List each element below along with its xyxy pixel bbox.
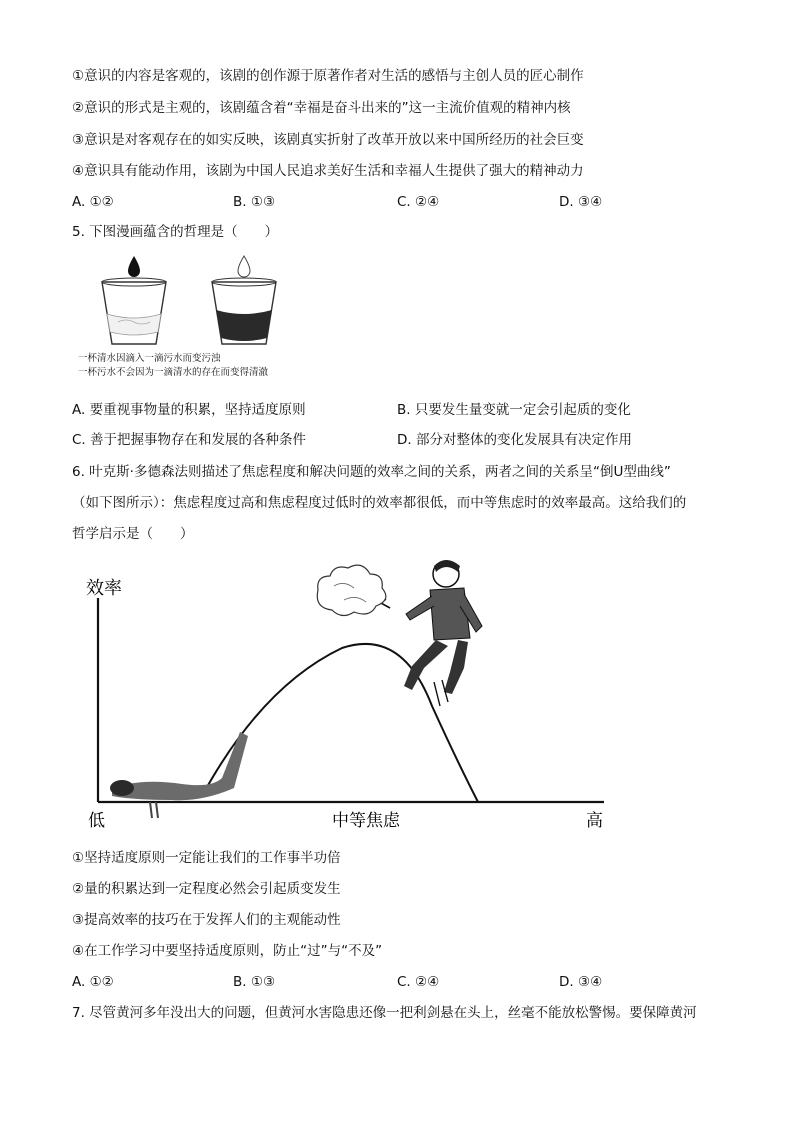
q4-option-a[interactable]: A. ①② <box>72 194 114 210</box>
q6-stem-line-3: 哲学启示是（ ） <box>72 526 194 542</box>
q4-item-2: ②意识的形式是主观的，该剧蕴含着“幸福是奋斗出来的”这一主流价值观的精神内核 <box>72 100 571 116</box>
q6-option-d[interactable]: D. ③④ <box>559 974 603 990</box>
q6-option-b[interactable]: B. ①③ <box>233 974 276 990</box>
q6-option-c[interactable]: C. ②④ <box>397 974 440 990</box>
q6-option-a[interactable]: A. ①② <box>72 974 114 990</box>
y-axis-label: 效率 <box>86 578 122 599</box>
q5-cartoon <box>92 252 332 352</box>
q5-option-a[interactable]: A. 要重视事物量的积累，坚持适度原则 <box>72 402 306 418</box>
q4-item-3: ③意识是对客观存在的如实反映，该剧真实折射了改革开放以来中国所经历的社会巨变 <box>72 132 584 148</box>
q4-option-d[interactable]: D. ③④ <box>559 194 603 210</box>
inverted-u-curve <box>202 644 478 802</box>
q6-item-3: ③提高效率的技巧在于发挥人们的主观能动性 <box>72 912 341 928</box>
q4-option-c[interactable]: C. ②④ <box>397 194 440 210</box>
x-tick-mid: 中等焦虑 <box>332 811 400 831</box>
q5-option-b[interactable]: B. 只要发生量变就一定会引起质的变化 <box>397 402 631 418</box>
q5-option-d[interactable]: D. 部分对整体的变化发展具有决定作用 <box>397 432 632 448</box>
q6-stem-line-1: 6. 叶克斯·多德森法则描述了焦虑程度和解决问题的效率之间的关系，两者之间的关系呈“倒U型曲线” <box>72 464 671 480</box>
q6-item-1: ①坚持适度原则一定能让我们的工作事半功倍 <box>72 850 341 866</box>
q5-stem: 5. 下图漫画蕴含的哲理是（ ） <box>72 224 279 240</box>
q4-item-4: ④意识具有能动作用，该剧为中国人民追求美好生活和幸福人生提供了强大的精神动力 <box>72 163 584 179</box>
q6-stem-line-2: （如下图所示）：焦虑程度过高和焦虑程度过低时的效率都很低，而中等焦虑时的效率最高。这给我们的 <box>72 495 687 511</box>
q5-option-c[interactable]: C. 善于把握事物存在和发展的各种条件 <box>72 432 307 448</box>
x-tick-low: 低 <box>88 811 105 831</box>
q4-option-b[interactable]: B. ①③ <box>233 194 276 210</box>
q6-item-4: ④在工作学习中要坚持适度原则，防止“过”与“不及” <box>72 943 383 959</box>
q5-caption-2: 一杯污水不会因为一滴清水的存在而变得清澈 <box>78 367 269 378</box>
q6-item-2: ②量的积累达到一定程度必然会引起质变发生 <box>72 881 341 897</box>
yerkes-dodson-figure <box>72 556 612 836</box>
q7-stem: 7. 尽管黄河多年没出大的问题，但黄河水害隐患还像一把利剑悬在头上，丝毫不能放松警惕。要保障黄河 <box>72 1005 697 1021</box>
q4-item-1: ①意识的内容是客观的，该剧的创作源于原著作者对生活的感悟与主创人员的匠心制作 <box>72 68 584 84</box>
white-drop-icon <box>238 256 250 277</box>
x-tick-high: 高 <box>586 811 603 831</box>
sleeping-person-figure <box>110 732 248 818</box>
black-drop-icon <box>128 256 140 277</box>
dust-cloud-icon <box>317 565 386 615</box>
q5-caption-1: 一杯清水因滴入一滴污水而变污浊 <box>78 353 221 364</box>
